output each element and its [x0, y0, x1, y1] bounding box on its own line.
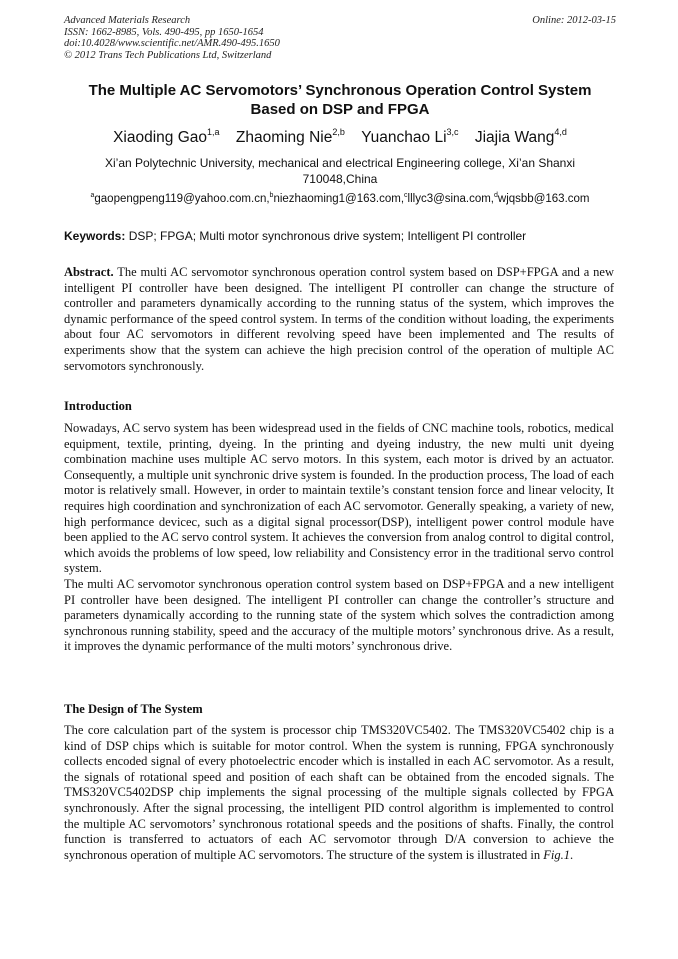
affiliation-line-1: Xi’an Polytechnic University, mechanical and electrical Engineering college, Xi’an Shanxi: [104, 156, 576, 170]
author: [113, 129, 219, 146]
issn-line: ISSN: 1662-8985, Vols. 490-495, pp 1650-1654: [64, 26, 264, 38]
author-affiliation-mark: 1,a: [207, 127, 220, 137]
author-name: Zhaoming Nie: [235, 129, 333, 146]
email-list: [64, 192, 616, 207]
author-name: Yuanchao Li: [361, 129, 447, 146]
author-affiliation-mark: 2,b: [332, 127, 345, 137]
sentence-end: .: [569, 847, 574, 862]
copyright-line: © 2012 Trans Tech Publications Ltd, Switzerland: [64, 49, 272, 61]
design-paragraph: The core calculation part of the system is processor chip TMS320VC5402. The TMS320VC5402 chip is a kind of DSP chips which is suitable for motor control. When the system is running, FPGA synchronously collects encoded signal of every photoelectric encoder which is installed in each AC servomotor. As a result, the signals of rotational speed and position of each shaft can be obtained from the encoded signals. The TMS320VC5402DSP chip implements the signal processing of the multiple signals collected by FPGA synchronously. After the signal processing, the intelligent PID control algorithm is implemented to control the multiple AC servomotors’ synchronous rotational speeds and the positions of shafts. Finally, the control function is transferred to actuators of each AC servomotor through D/A conversion to achieve the synchronous operation of multiple AC servomotors. The structure of the system is illustrated in: [64, 723, 614, 862]
author: [236, 129, 345, 146]
email-address[interactable]: wjqsbb@163.com: [497, 193, 590, 205]
email-mark: b: [269, 192, 274, 199]
affiliation: [64, 155, 616, 187]
abstract-text: The multi AC servomotor synchronous operation control system based on DSP+FPGA and a new intelligent PI controller have been designed. The intelligent PI controller can change the structure of controller and parameters dynamically according to the running status of the system, which improves the dynamic performance of the speed control system. In terms of the condition without loading, the experiments about four AC servomotors in different revolving speed have been implemented and The results of experiments show that the system can achieve the high precision control of the operation of multiple AC servomotors synchronously.: [64, 265, 614, 373]
email-mark: a: [90, 192, 95, 199]
email-mark: d: [494, 192, 498, 199]
author: [475, 129, 567, 146]
author: [361, 129, 458, 146]
introduction-paragraph-2: The multi AC servomotor synchronous operation control system based on DSP+FPGA and a new intelligent PI controller have been designed. The intelligent PI controller can change the controller’s structure and parameters dynamically according to the running state of the system which solves the contradiction among synchronous running stability, speed and the accuracy of the multiple motors’ synchronous drive. As a result, it improves the dynamic performance of the multi motors’ synchronous drive.: [64, 576, 614, 654]
email-mark: c: [404, 192, 408, 199]
email-address[interactable]: niezhaoming1@163.com,: [273, 193, 405, 205]
keywords-label: Keywords:: [64, 229, 126, 243]
keywords-text: DSP; FPGA; Multi motor synchronous drive system; Intelligent PI controller: [125, 229, 527, 243]
abstract-label: Abstract.: [64, 265, 114, 279]
author-name: Jiajia Wang: [474, 129, 555, 146]
journal-name: Advanced Materials Research: [64, 15, 191, 26]
section-heading-design: The Design of The System: [64, 702, 203, 716]
author-list: [64, 128, 616, 148]
introduction-body: [64, 421, 614, 655]
author-affiliation-mark: 3,c: [446, 127, 459, 137]
email-address[interactable]: lllyc3@sina.com,: [407, 193, 494, 205]
paper-title: [64, 82, 616, 119]
title-line-2: Based on DSP and FPGA: [250, 100, 430, 118]
abstract: [64, 265, 614, 374]
keywords: [64, 229, 616, 244]
introduction-paragraph-1: Nowadays, AC servo system has been widespread used in the fields of CNC machine tools, robotics, medical equipment, textile, printing, dyeing. In the printing and dyeing industry, the new multi unit dyeing combination machine uses multiple AC servo motors. In this system, each motor is drived by an actuator. Consequently, a multiple unit synchronic drive system is founded. In the production process, The load of each motor is relatively small. However, in order to maintain textile’s constant tension force and linear velocity, It requires high coordination and synchronization of each AC servomotor. Generally speaking, a variety of new, high performance devicec, such as a digital signal processor(DSP), intelligent power control module have been applied to the AC servo control system. It achieves the conversion from analog control to digital control, which avoids the problems of low speed, low reliability and Consistency error in the traditional servo control system.: [64, 421, 614, 576]
section-heading-introduction: Introduction: [64, 399, 132, 413]
email-address[interactable]: gaopengpeng119@yahoo.com.cn,: [94, 193, 270, 205]
journal-header: [64, 15, 616, 61]
author-name: Xiaoding Gao: [113, 129, 208, 146]
online-date: Online: 2012-03-15: [532, 15, 616, 26]
author-affiliation-mark: 4,d: [554, 127, 567, 137]
design-body: [64, 723, 614, 863]
figure-reference-link[interactable]: Fig.1: [543, 847, 570, 862]
title-line-1: The Multiple AC Servomotors’ Synchronous Operation Control System: [88, 82, 592, 99]
doi-line: doi:10.4028/www.scientific.net/AMR.490-495.1650: [64, 38, 280, 50]
affiliation-line-2: 710048,China: [302, 172, 378, 186]
